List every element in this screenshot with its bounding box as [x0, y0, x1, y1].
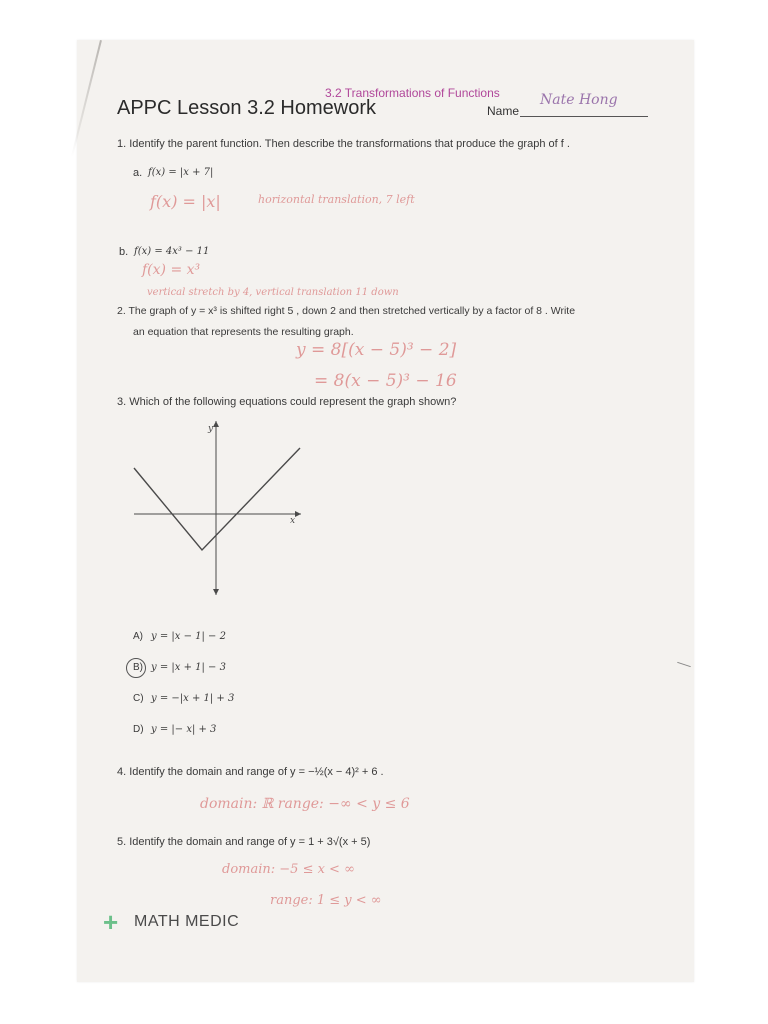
q1b-answer-description: vertical stretch by 4, vertical translation 11 down [147, 287, 399, 298]
q3-prompt: 3. Which of the following equations could represent the graph shown? [117, 396, 457, 408]
x-axis-arrow [295, 511, 301, 517]
choice-a-expression: y = |x − 1| − 2 [151, 631, 226, 642]
q4-prompt: 4. Identify the domain and range of y = −½(x − 4)² + 6 . [117, 766, 384, 778]
q1a-answer-description: horizontal translation, 7 left [258, 193, 415, 206]
absolute-value-graph [134, 448, 300, 550]
q3-graph [120, 415, 320, 605]
q1b-expression: f(x) = 4x³ − 11 [134, 246, 210, 257]
choice-b-expression: y = |x + 1| − 3 [151, 662, 226, 673]
y-axis-label: y [208, 424, 214, 434]
q2-answer-line1: y = 8[(x − 5)³ − 2] [296, 340, 457, 360]
q4-answer: domain: ℝ range: −∞ < y ≤ 6 [200, 796, 410, 812]
q2-prompt-line2: an equation that represents the resulting graph. [133, 326, 354, 338]
choice-d-expression: y = |− x| + 3 [151, 724, 217, 735]
student-name: Nate Hong [540, 92, 618, 108]
y-axis-arrow-down [213, 589, 219, 595]
math-medic-plus-icon: + [103, 907, 119, 937]
q5-answer-domain: domain: −5 ≤ x < ∞ [222, 862, 355, 877]
page-title: APPC Lesson 3.2 Homework [117, 97, 377, 119]
q1b-answer-parent: f(x) = x³ [142, 262, 201, 278]
q2-prompt-line1: 2. The graph of y = x³ is shifted right 5 , down 2 and then stretched vertically by a factor of 8 . Write [117, 305, 576, 317]
name-label: Name [487, 104, 520, 118]
q1a-answer-parent: f(x) = |x| [150, 192, 221, 211]
choice-d-letter: D) [133, 724, 144, 735]
y-axis-arrow-up [213, 421, 219, 427]
x-axis-label: x [290, 516, 296, 526]
choice-a-letter: A) [133, 631, 143, 642]
q1b-label: b. [119, 246, 129, 258]
choice-c-expression: y = −|x + 1| + 3 [151, 693, 235, 704]
math-medic-logo: MATH MEDIC [134, 913, 240, 930]
q1a-expression: f(x) = |x + 7| [148, 167, 214, 178]
choice-c-letter: C) [133, 693, 144, 704]
q1a-label: a. [133, 167, 143, 179]
choice-b-letter: B) [133, 662, 143, 673]
q1-prompt: 1. Identify the parent function. Then describe the transformations that produce the graph of f . [117, 138, 570, 150]
q2-answer-line2: = 8(x − 5)³ − 16 [314, 371, 457, 391]
lesson-subtitle: 3.2 Transformations of Functions [325, 86, 500, 100]
q5-prompt: 5. Identify the domain and range of y = 1 + 3√(x + 5) [117, 836, 371, 848]
name-line [520, 116, 648, 117]
q5-answer-range: range: 1 ≤ y < ∞ [270, 893, 382, 908]
